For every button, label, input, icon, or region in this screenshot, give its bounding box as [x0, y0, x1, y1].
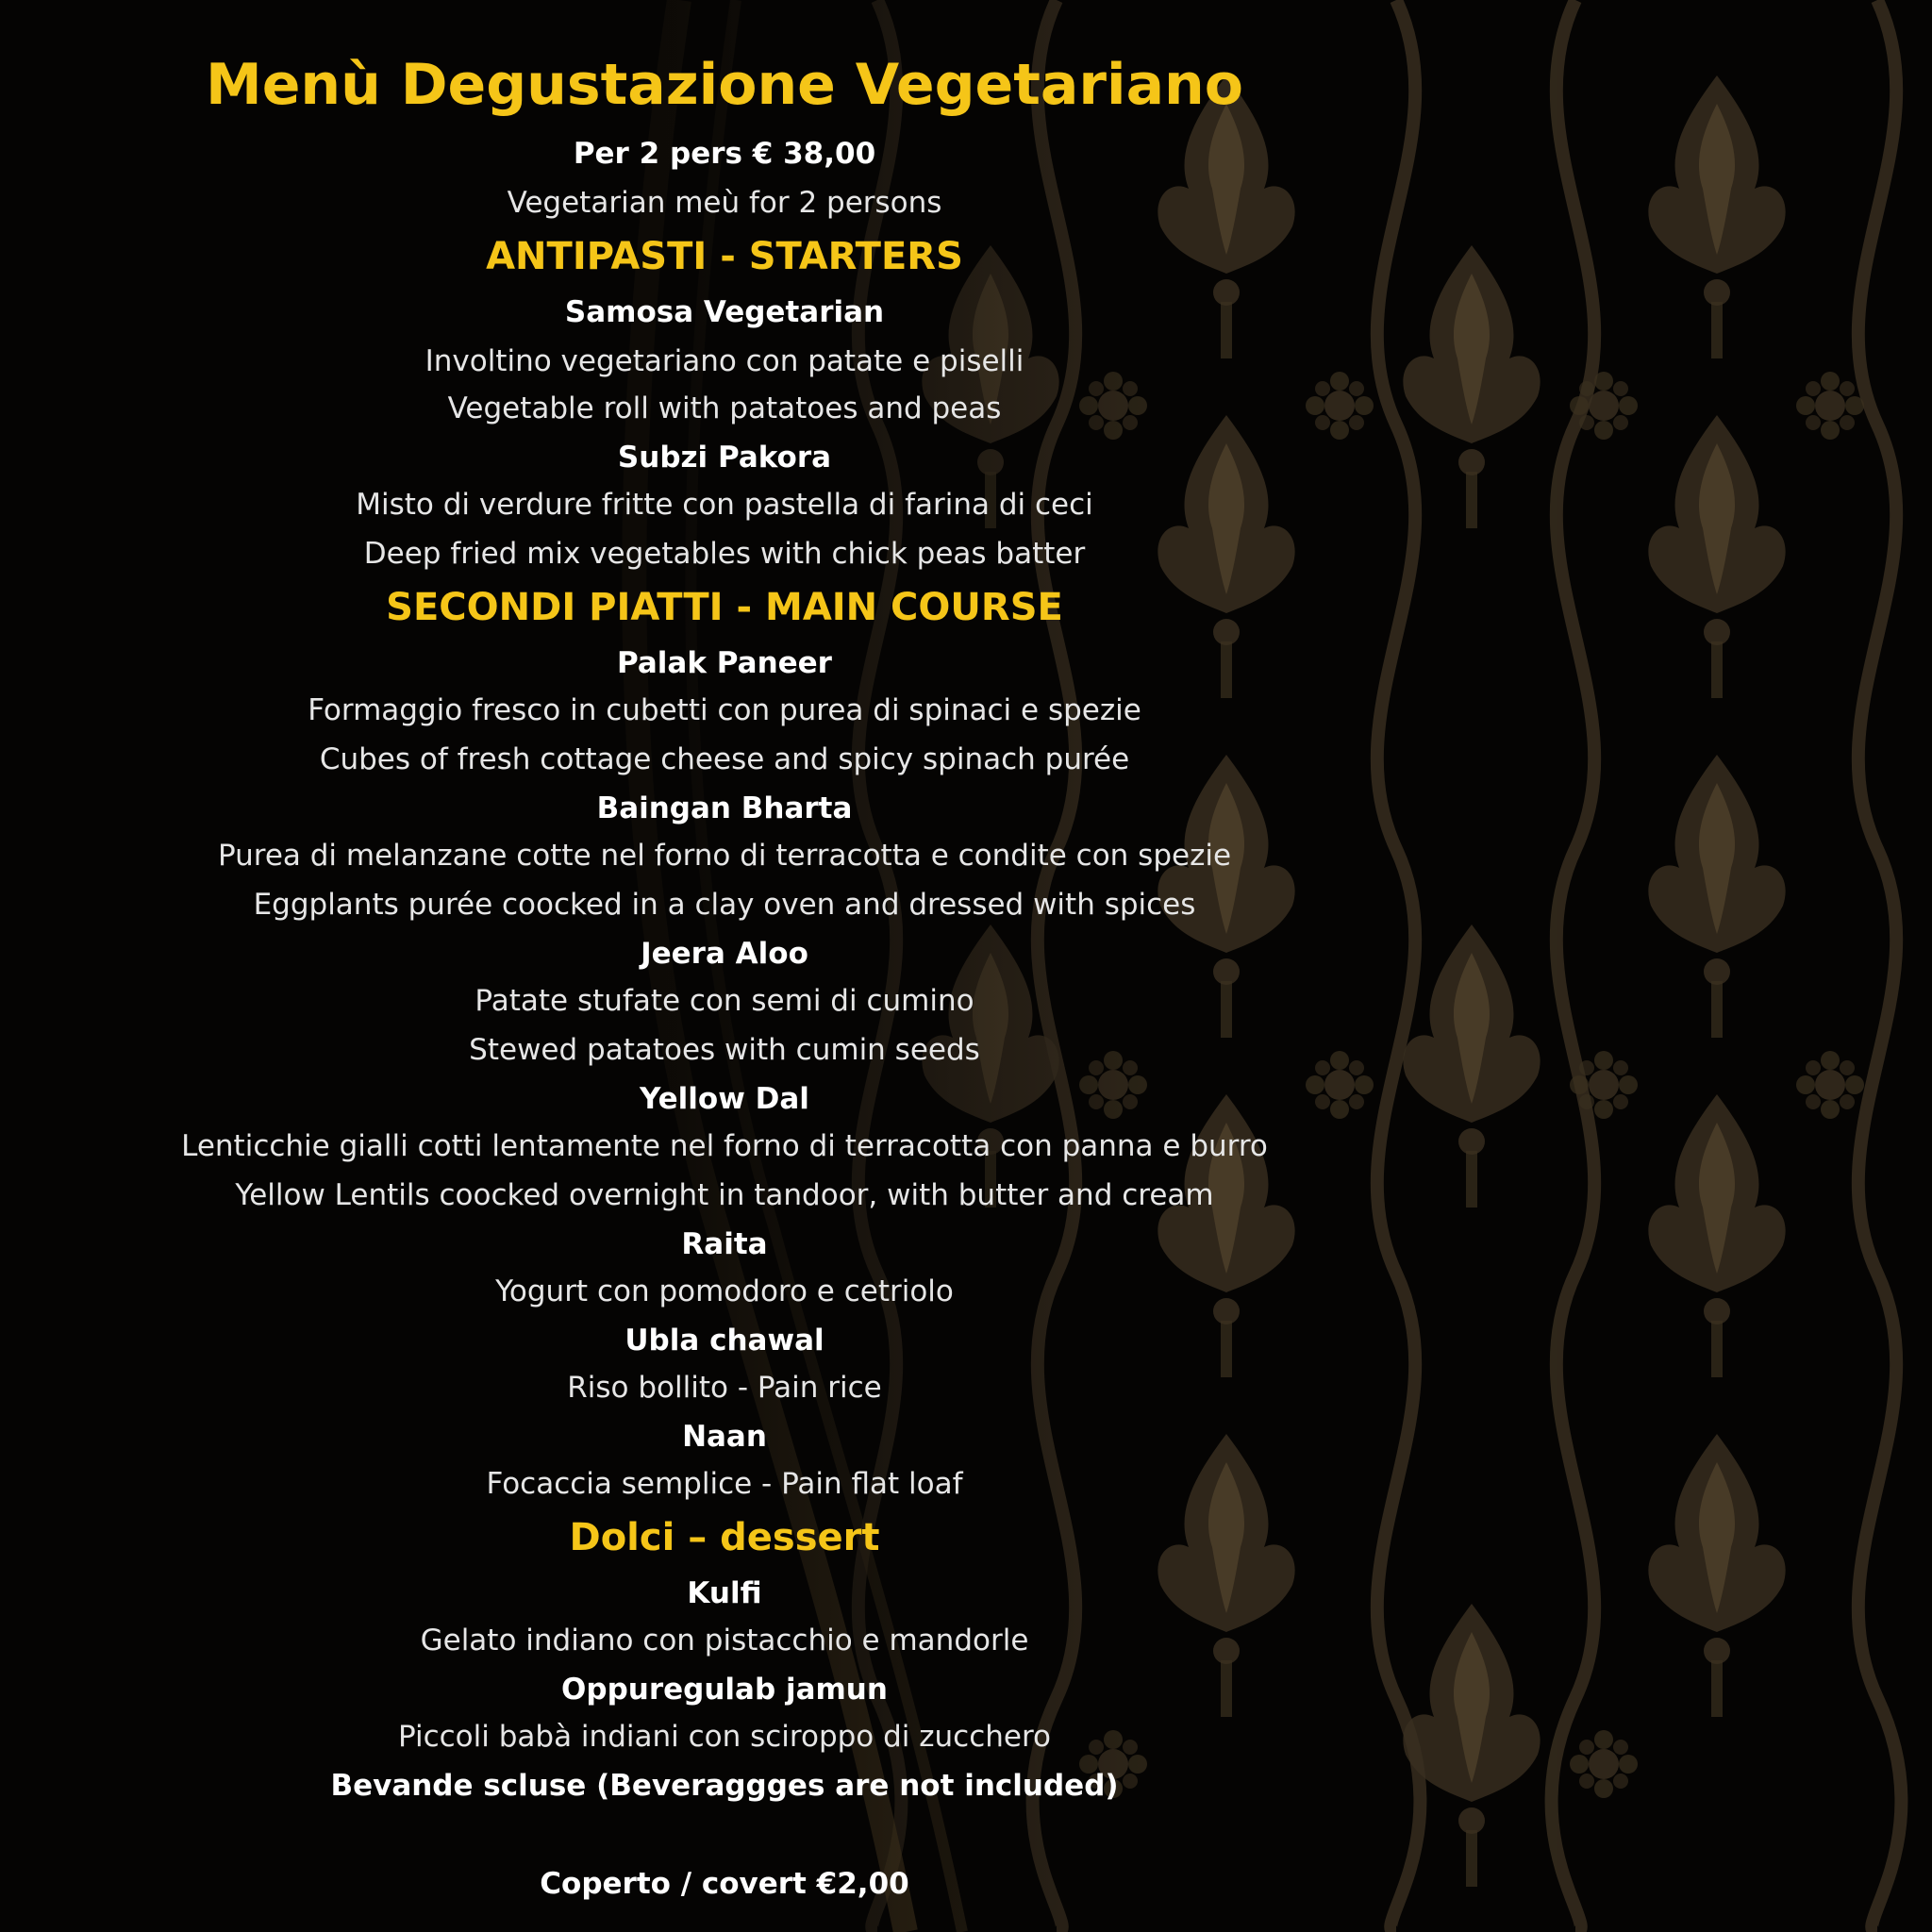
section-heading-starters: ANTIPASTI - STARTERS [486, 235, 963, 278]
dish-name: Yellow Dal [640, 1082, 809, 1116]
dish-name: Samosa Vegetarian [564, 295, 885, 329]
dish-description-it: Purea di melanzane cotte nel forno di terracotta e condite con spezie [217, 839, 1232, 873]
dish-name: Baingan Bharta [596, 791, 853, 825]
dish-name: Subzi Pakora [617, 441, 832, 475]
dish-name: Naan [682, 1420, 767, 1454]
dish-description-en: Eggplants purée coocked in a clay oven and dressed with spices [253, 888, 1196, 922]
dish-description-it: Misto di verdure fritte con pastella di farina di ceci [356, 488, 1093, 522]
dish-description-it: Lenticchie gialli cotti lentamente nel forno di terracotta con panna e burro [181, 1129, 1268, 1163]
dish-description-it: Riso bollito - Pain rice [567, 1371, 882, 1405]
dish-description-it: Patate stufate con semi di cumino [475, 984, 974, 1018]
dish-description-en: Deep fried mix vegetables with chick peas batter [363, 537, 1086, 571]
dish-name: Oppuregulab jamun [561, 1673, 888, 1707]
dish-description-it: Involtino vegetariano con patate e piselli [425, 344, 1024, 378]
dish-name: Ubla chawal [625, 1324, 824, 1357]
price-line: Per 2 pers € 38,00 [573, 137, 876, 171]
section-heading-dessert: Dolci – dessert [569, 1516, 880, 1559]
dish-description-en: Cubes of fresh cottage cheese and spicy spinach purée [319, 742, 1130, 776]
dish-description-en: Stewed patatoes with cumin seeds [469, 1033, 980, 1067]
dish-name: Kulfi [687, 1576, 762, 1610]
dish-description-it: Gelato indiano con pistacchio e mandorle [420, 1624, 1029, 1657]
menu-title: Menù Degustazione Vegetariano [205, 52, 1243, 118]
cover-charge: Coperto / covert €2,00 [540, 1867, 909, 1901]
dish-description-en: Yellow Lentils coocked overnight in tandoor, with butter and cream [235, 1178, 1214, 1212]
dish-description-it: Yogurt con pomodoro e cetriolo [495, 1274, 954, 1308]
dish-name: Raita [681, 1227, 768, 1261]
dish-description-it: Piccoli babà indiani con sciroppo di zucchero [397, 1720, 1052, 1754]
dish-description-it: Focaccia semplice - Pain flat loaf [486, 1467, 963, 1501]
dish-name: Palak Paneer [617, 646, 832, 680]
section-heading-main: SECONDI PIATTI - MAIN COURSE [386, 586, 1063, 629]
dish-description-en: Vegetable roll with patatoes and peas [447, 391, 1002, 425]
beverages-note: Bevande scluse (Beveraggges are not included) [330, 1769, 1119, 1803]
menu-subtitle: Vegetarian meù for 2 persons [507, 186, 942, 220]
dish-description-it: Formaggio fresco in cubetti con purea di spinaci e spezie [308, 693, 1141, 727]
dish-name: Jeera Aloo [641, 937, 808, 971]
